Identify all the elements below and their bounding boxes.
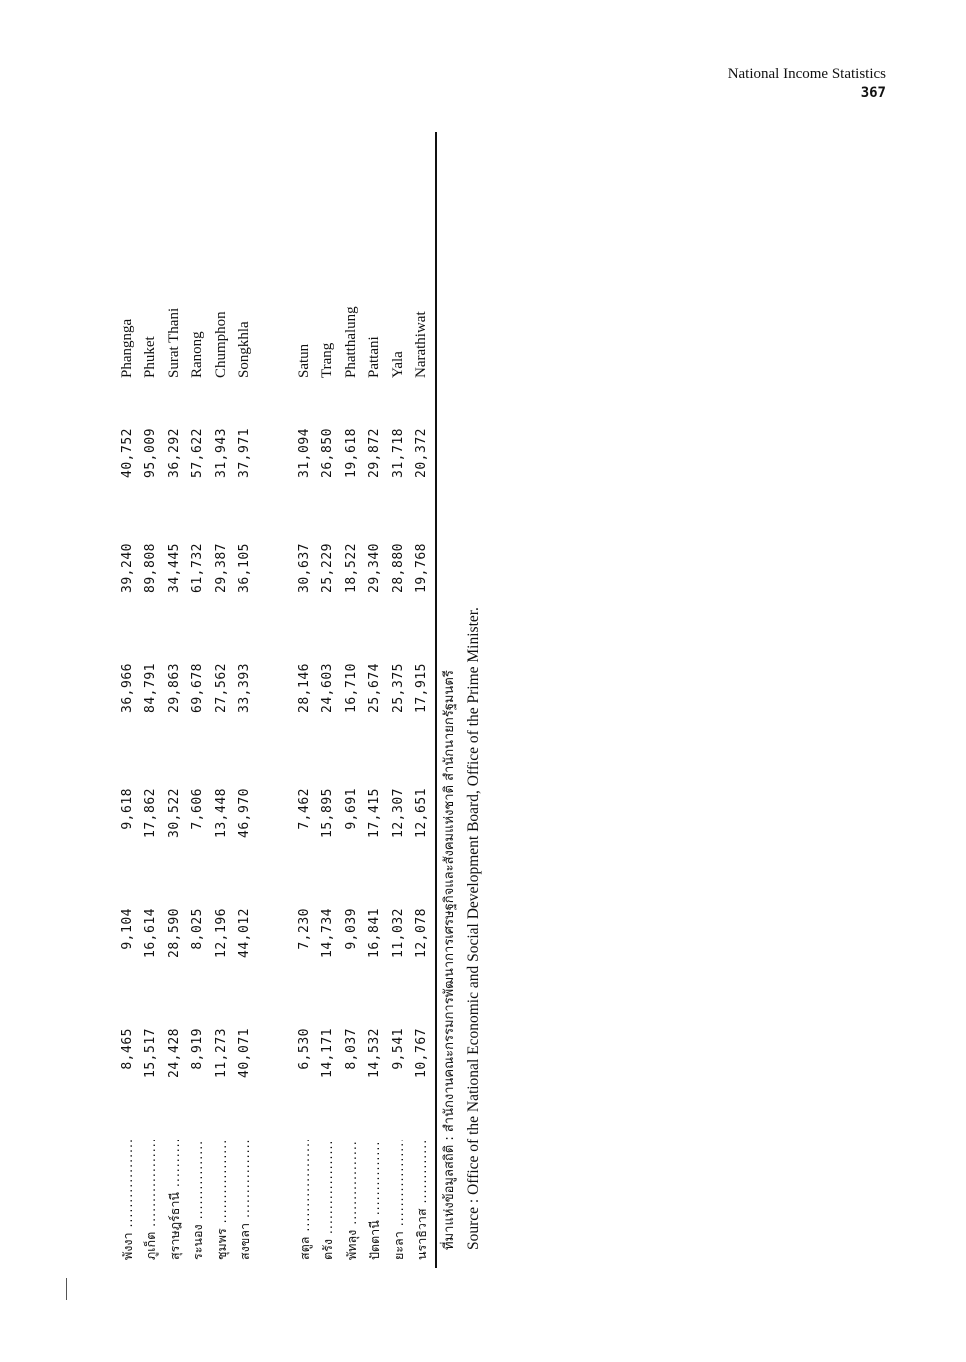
- table-cell-value: 28,880: [390, 543, 406, 593]
- table-cell-value: 17,415: [367, 788, 383, 838]
- table-row: [138, 132, 163, 1268]
- table-cell-value: 7,230: [297, 908, 312, 950]
- province-name-thai: นราธิวาส .....: [409, 1140, 434, 1260]
- table-cell-value: 31,094: [297, 428, 312, 478]
- table-cell-value: 9,541: [390, 1028, 406, 1070]
- table-row: [162, 132, 187, 1268]
- province-name-thai: ยะลา .....: [386, 1140, 411, 1260]
- table-cell-value: 17,915: [414, 663, 429, 713]
- table-cell-value: 19,618: [343, 428, 359, 478]
- table-cell-value: 12,196: [213, 908, 229, 958]
- table-row: [115, 132, 140, 1268]
- table-cell-value: 27,562: [213, 663, 229, 713]
- table-row: [386, 132, 411, 1268]
- table-cell-value: 89,808: [143, 543, 159, 593]
- table-cell-value: 9,691: [343, 788, 359, 830]
- page-header: [728, 64, 886, 102]
- source-note-english: Source : Office of the National Economic and Social Development Board, Office of the Prime Minister.: [465, 607, 482, 1250]
- table-cell-value: 6,530: [297, 1028, 312, 1070]
- table-cell-value: 15,517: [143, 1028, 159, 1078]
- table-cell-value: 12,651: [414, 788, 429, 838]
- table-cell-value: 19,768: [414, 543, 429, 593]
- table-cell-value: 28,590: [166, 908, 182, 958]
- table-cell-value: 14,171: [320, 1028, 336, 1078]
- table-cell-value: 25,229: [320, 543, 336, 593]
- province-name-english: Narathiwat: [413, 311, 429, 378]
- table-cell-value: 12,307: [390, 788, 406, 838]
- page-number: 367: [860, 85, 886, 101]
- table-cell-value: 11,032: [390, 908, 406, 958]
- province-name-thai: ปัตตานี .....: [362, 1140, 387, 1260]
- table-cell-value: 46,970: [237, 788, 252, 838]
- table-cell-value: 34,445: [166, 543, 182, 593]
- table-cell-value: 30,637: [297, 543, 312, 593]
- table-cell-value: 14,734: [320, 908, 336, 958]
- running-title: National Income Statistics: [727, 66, 886, 82]
- province-name-english: Satun: [296, 343, 312, 378]
- table-cell-value: 61,732: [190, 543, 206, 593]
- table-cell-value: 37,971: [237, 428, 252, 478]
- table-cell-value: 17,862: [143, 788, 159, 838]
- table-cell-value: 39,240: [120, 543, 135, 593]
- table-row: [339, 132, 364, 1268]
- table-cell-value: 31,718: [390, 428, 406, 478]
- table-cell-value: 16,841: [367, 908, 383, 958]
- table-cell-value: 36,966: [120, 663, 135, 713]
- province-name-thai: ภูเก็ต .....: [138, 1140, 163, 1260]
- province-name-english: Yala: [389, 351, 406, 378]
- province-name-thai: พังงา .....: [115, 1140, 140, 1260]
- table-cell-value: 18,522: [343, 543, 359, 593]
- table-cell-value: 9,104: [120, 908, 135, 950]
- table-cell-value: 25,375: [390, 663, 406, 713]
- table-row: [292, 132, 317, 1268]
- province-name-english: Chumphon: [212, 311, 229, 378]
- province-name-thai: ตรัง .....: [315, 1140, 340, 1260]
- province-name-thai: ระนอง .....: [185, 1140, 210, 1260]
- table-cell-value: 24,603: [320, 663, 336, 713]
- table-cell-value: 31,943: [213, 428, 229, 478]
- margin-mark: [66, 1278, 67, 1300]
- table-cell-value: 11,273: [213, 1028, 229, 1078]
- table-cell-value: 7,462: [297, 788, 312, 830]
- table-cell-value: 25,674: [367, 663, 383, 713]
- table-cell-value: 29,863: [166, 663, 182, 713]
- table-cell-value: 10,767: [414, 1028, 429, 1078]
- table-cell-value: 44,012: [237, 908, 252, 958]
- province-name-english: Ranong: [189, 331, 206, 378]
- province-name-english: Phangnga: [119, 318, 135, 378]
- rotated-table-page: [112, 132, 492, 1268]
- table-cell-value: 8,025: [190, 908, 206, 950]
- table-cell-value: 16,614: [143, 908, 159, 958]
- table-cell-value: 29,340: [367, 543, 383, 593]
- table-cell-value: 33,393: [237, 663, 252, 713]
- table-cell-value: 13,448: [213, 788, 229, 838]
- table-row: [409, 132, 434, 1268]
- table-cell-value: 26,850: [320, 428, 336, 478]
- table-cell-value: 69,678: [190, 663, 206, 713]
- table-row: [315, 132, 340, 1268]
- table-bottom-rule: [435, 132, 437, 1268]
- province-name-english: Trang: [319, 342, 336, 378]
- table-cell-value: 9,039: [343, 908, 359, 950]
- province-name-english: Pattani: [366, 336, 383, 378]
- table-cell-value: 28,146: [297, 663, 312, 713]
- table-cell-value: 8,465: [120, 1028, 135, 1070]
- table-cell-value: 12,078: [414, 908, 429, 958]
- table-cell-value: 57,622: [190, 428, 206, 478]
- province-name-english: Surat Thani: [165, 307, 182, 378]
- table-cell-value: 36,105: [237, 543, 252, 593]
- province-name-thai: สุราษฎร์ธานี .....: [162, 1140, 187, 1260]
- table-cell-value: 16,710: [343, 663, 359, 713]
- province-name-thai: สงขลา .....: [232, 1140, 257, 1260]
- province-name-thai: พัทลุง .....: [339, 1140, 364, 1260]
- table-cell-value: 14,532: [367, 1028, 383, 1078]
- province-name-english: Phatthalung: [342, 306, 359, 378]
- province-name-english: Songkhla: [236, 321, 252, 378]
- table-row: [185, 132, 210, 1268]
- table-row: [362, 132, 387, 1268]
- table-cell-value: 20,372: [414, 428, 429, 478]
- province-name-thai: ชุมพร .....: [209, 1140, 234, 1260]
- source-note-thai: ที่มาแห่งข้อมูลสถิติ : สำนักงานคณะกรรมการพัฒนาการเศรษฐกิจและสังคมแห่งชาติ สำนักนายกรัฐมนตรี: [442, 670, 457, 1250]
- table-cell-value: 8,919: [190, 1028, 206, 1070]
- province-name-english: Phuket: [142, 336, 159, 378]
- table-cell-value: 30,522: [166, 788, 182, 838]
- province-name-thai: สตูล .....: [292, 1140, 317, 1260]
- table-cell-value: 95,009: [143, 428, 159, 478]
- table-cell-value: 84,791: [143, 663, 159, 713]
- table-cell-value: 29,872: [367, 428, 383, 478]
- table-cell-value: 7,606: [190, 788, 206, 830]
- table-cell-value: 40,071: [237, 1028, 252, 1078]
- table-cell-value: 15,895: [320, 788, 336, 838]
- table-row: [209, 132, 234, 1268]
- table-cell-value: 24,428: [166, 1028, 182, 1078]
- table-cell-value: 40,752: [120, 428, 135, 478]
- table-cell-value: 29,387: [213, 543, 229, 593]
- table-cell-value: 9,618: [120, 788, 135, 830]
- table-cell-value: 36,292: [166, 428, 182, 478]
- table-row: [232, 132, 257, 1268]
- table-cell-value: 8,037: [343, 1028, 359, 1070]
